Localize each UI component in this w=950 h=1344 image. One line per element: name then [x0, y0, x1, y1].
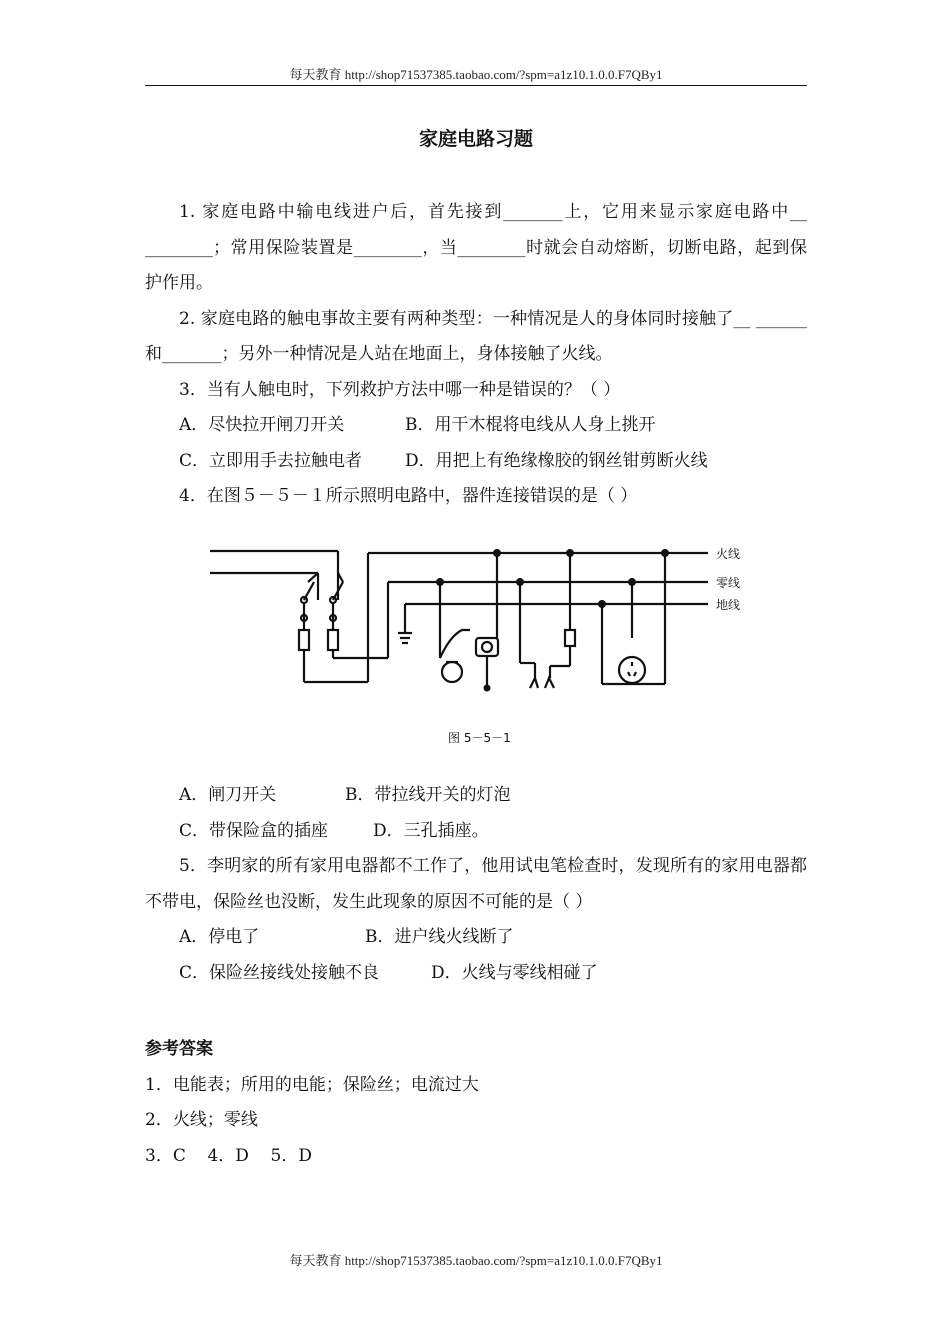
question-3-options-row2 [145, 444, 807, 480]
answer-2: 2．火线；零线 [145, 1110, 258, 1130]
q5-option-a: A．停电了 [179, 927, 260, 947]
answers-title: 参考答案 [145, 1039, 213, 1059]
answer-1: 1．电能表；所用的电能；保险丝；电流过大 [145, 1074, 479, 1095]
header-rule [145, 85, 807, 86]
q3-option-c: C．立即用手去拉触电者 [179, 450, 363, 471]
answers-block [145, 1032, 807, 1174]
question-4-options-row1 [145, 778, 807, 814]
answer-3: 3．C 4．D 5．D [145, 1145, 312, 1166]
page-footer: 每天教育 http://shop71537385.taobao.com/?spm=a1z10.1.0.0.F7QBy1 [289, 1253, 663, 1268]
page-title: 家庭电路习题 [418, 128, 533, 150]
label-ground-wire: 地线 [716, 598, 741, 612]
q5-option-c: C．保险丝接线处接触不良 [179, 962, 380, 983]
question-5: 5．李明家的所有家用电器都不工作了，他用试电笔检查时，发现所有的家用电器都不带电，保险丝也没断，发生此现象的原因不可能的是（ ） [145, 856, 807, 912]
q4-option-b: B．带拉线开关的灯泡 [345, 785, 511, 805]
q4-option-d: D．三孔插座。 [373, 820, 489, 841]
label-neutral-wire: 零线 [716, 576, 741, 590]
q3-option-d: D．用把上有绝缘橡胶的钢丝钳剪断火线 [405, 450, 708, 471]
q4-option-a: A．闸刀开关 [179, 785, 277, 805]
question-3-options-row1 [145, 408, 807, 444]
page-header: 每天教育 http://shop71537385.taobao.com/?spm=a1z10.1.0.0.F7QBy1 [289, 67, 663, 82]
q3-option-a: A．尽快拉开闸刀开关 [179, 415, 345, 435]
question-4-5-block [145, 778, 807, 991]
question-3: 3．当有人触电时，下列救护方法中哪一种是错误的？（ ） [179, 379, 621, 400]
figure-caption: 图 5－5－1 [448, 731, 511, 745]
question-5-options-row2 [145, 956, 807, 992]
q5-option-d: D．火线与零线相碰了 [431, 962, 598, 983]
questions-block [145, 195, 807, 515]
q4-option-c: C．带保险盒的插座 [179, 820, 329, 841]
label-live-wire: 火线 [716, 547, 741, 561]
question-4: 4．在图５－５－１所示照明电路中，器件连接错误的是（ ） [179, 486, 638, 506]
circuit-diagram [200, 538, 760, 753]
question-1: 1. 家庭电路中输电线进户后，首先接到_______上，它用来显示家庭电路中__ ________；常用保险装置是________，当________时就会自动熔断，切断电路，起到保护作用。 [145, 202, 807, 293]
question-5-options-row1 [145, 920, 807, 956]
q3-option-b: B．用干木棍将电线从人身上挑开 [405, 415, 656, 435]
question-4-options-row2 [145, 814, 807, 850]
question-2: 2. 家庭电路的触电事故主要有两种类型：一种情况是人的身体同时接触了__ ______和_______；另外一种情况是人站在地面上，身体接触了火线。 [145, 308, 807, 364]
q5-option-b: B．进户线火线断了 [365, 927, 514, 947]
